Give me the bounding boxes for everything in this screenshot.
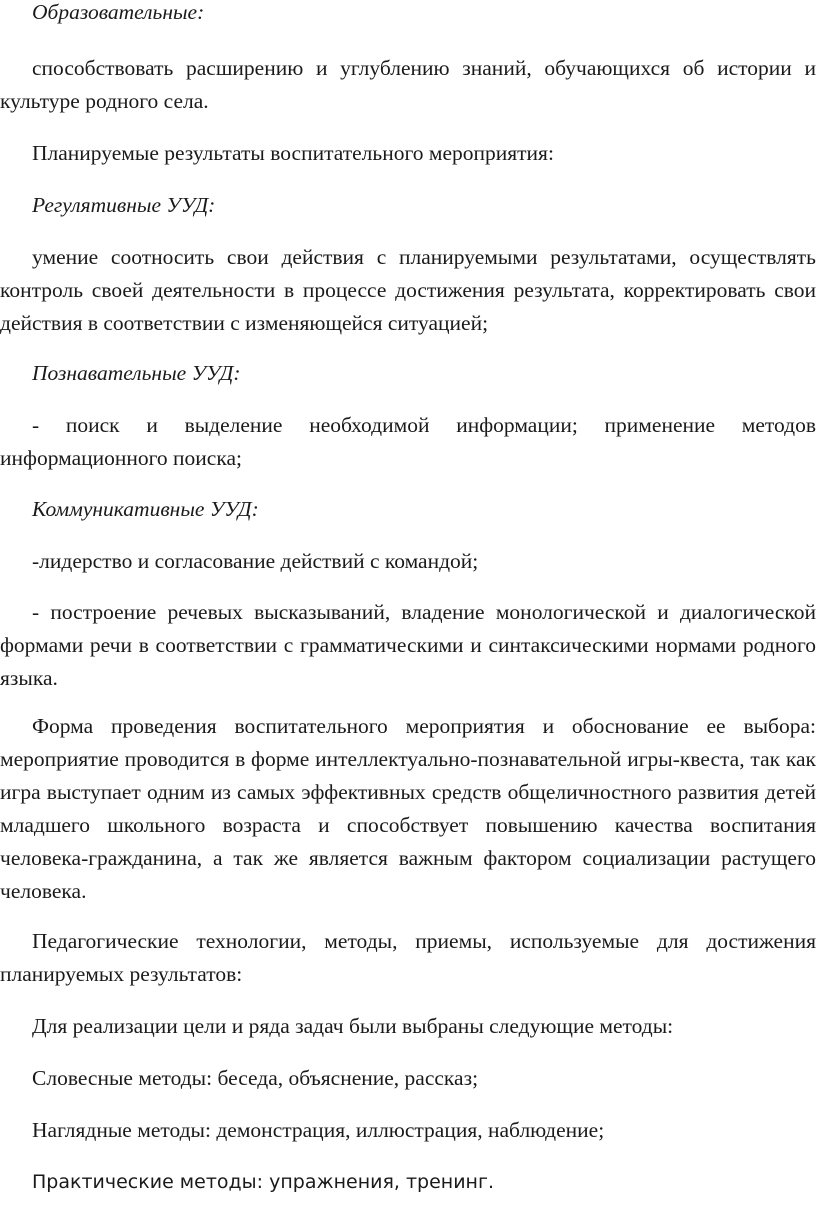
heading-cognitive: Познавательные УУД:: [32, 361, 241, 385]
paragraph-visual-methods: Наглядные методы: демонстрация, иллюстрация, наблюдение;: [32, 1118, 605, 1142]
paragraph-practical-methods: Практические методы: упражнения, тренинг.: [32, 1171, 495, 1193]
paragraph-speech: - построение речевых высказываний, владение монологической и диалогической формами речи в соответствии с грамматическими и синтаксическими нормами родного языка.: [0, 600, 816, 690]
paragraph-leadership: -лидерство и согласование действий с командой;: [32, 549, 479, 573]
paragraph-regulatory: умение соотносить свои действия с планируемыми результатами, осуществлять контроль своей деятельности в процессе достижения результата, корректировать свои действия в соответствии с изменяющейся ситуацией;: [0, 245, 816, 335]
paragraph-cognitive: - поиск и выделение необходимой информации; применение методов информационного поиска;: [0, 413, 816, 470]
paragraph-verbal-methods: Словесные методы: беседа, объяснение, рассказ;: [32, 1066, 479, 1090]
paragraph-methods-intro: Для реализации цели и ряда задач были выбраны следующие методы:: [32, 1014, 674, 1038]
paragraph-educational-goal: способствовать расширению и углублению знаний, обучающихся об истории и культуре родного села.: [0, 56, 816, 113]
heading-regulatory: Регулятивные УУД:: [32, 193, 216, 217]
paragraph-event-form: Форма проведения воспитательного мероприятия и обоснование ее выбора: мероприятие проводится в форме интеллектуально-познавательной игры-квеста, так как игра выступает одним из самых эффективных средств общеличностного развития детей младшего школьного возраста и способствует повышению качества воспитания человека-гражданина, а так же является важным фактором социализации растущего человека.: [0, 714, 816, 903]
paragraph-technologies: Педагогические технологии, методы, приемы, используемые для достижения планируемых результатов:: [0, 929, 816, 986]
heading-educational: Образовательные:: [32, 0, 205, 24]
paragraph-planned-results: Планируемые результаты воспитательного мероприятия:: [32, 141, 554, 165]
heading-communicative: Коммуникативные УУД:: [32, 497, 259, 521]
